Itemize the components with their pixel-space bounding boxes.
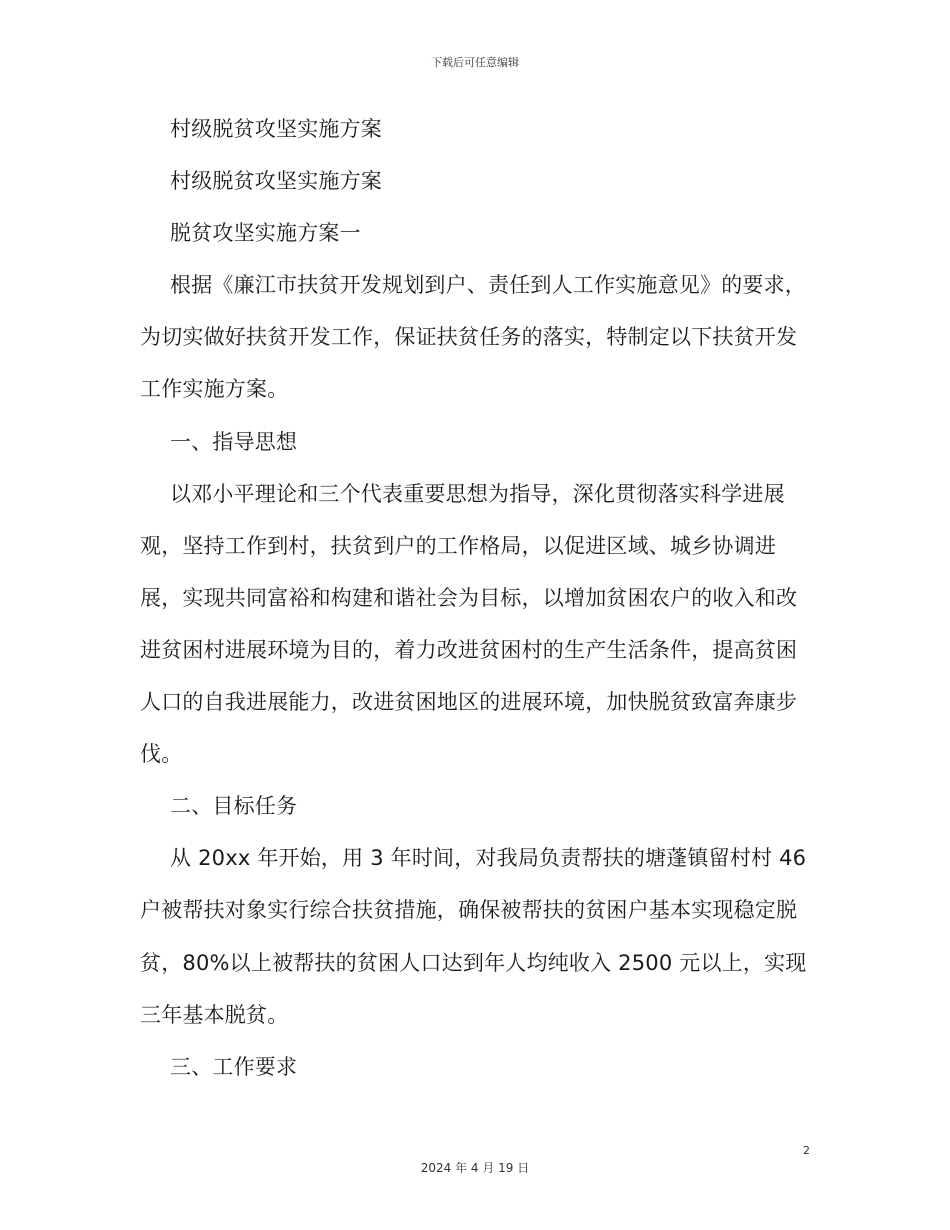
page-header-note: 下载后可任意编辑 xyxy=(431,56,519,69)
doc-title-repeat: 村级脱贫攻坚实施方案 xyxy=(170,169,382,194)
intro-paragraph: 根据《廉江市扶贫开发规划到户、责任到人工作实施意见》的要求，为切实做好扶贫开发工作，保证扶贫任务的落实，特制定以下扶贫开发工作实施方案。 xyxy=(140,273,806,402)
page-number: 2 xyxy=(803,1144,810,1157)
heading-goals-tasks: 二、目标任务 xyxy=(170,794,298,819)
goals-tasks-paragraph: 从 20xx 年开始，用 3 年时间，对我局负责帮扶的塘蓬镇留村村 46 户被帮扶对象实行综合扶贫措施，确保被帮扶的贫困户基本实现稳定脱贫，80%以上被帮扶的贫困人口达到年人均纯收入 2500 元以上，实现三年基本脱贫。 xyxy=(140,846,807,1027)
section-title: 脱贫攻坚实施方案一 xyxy=(170,221,361,246)
heading-guiding-ideology: 一、指导思想 xyxy=(170,429,298,454)
footer-date: 2024 年 4 月 19 日 xyxy=(420,1161,530,1175)
doc-title: 村级脱贫攻坚实施方案 xyxy=(170,117,382,141)
document-body xyxy=(140,103,812,1093)
heading-work-requirements: 三、工作要求 xyxy=(170,1054,298,1079)
guiding-ideology-paragraph: 以邓小平理论和三个代表重要思想为指导，深化贯彻落实科学进展观，坚持工作到村，扶贫到户的工作格局，以促进区域、城乡协调进展，实现共同富裕和构建和谐社会为目标，以增加贫困农户的收入和改进贫困村进展环境为目的，着力改进贫困村的生产生活条件，提高贫困人口的自我进展能力，改进贫困地区的进展环境，加快脱贫致富奔康步伐。 xyxy=(140,481,798,767)
